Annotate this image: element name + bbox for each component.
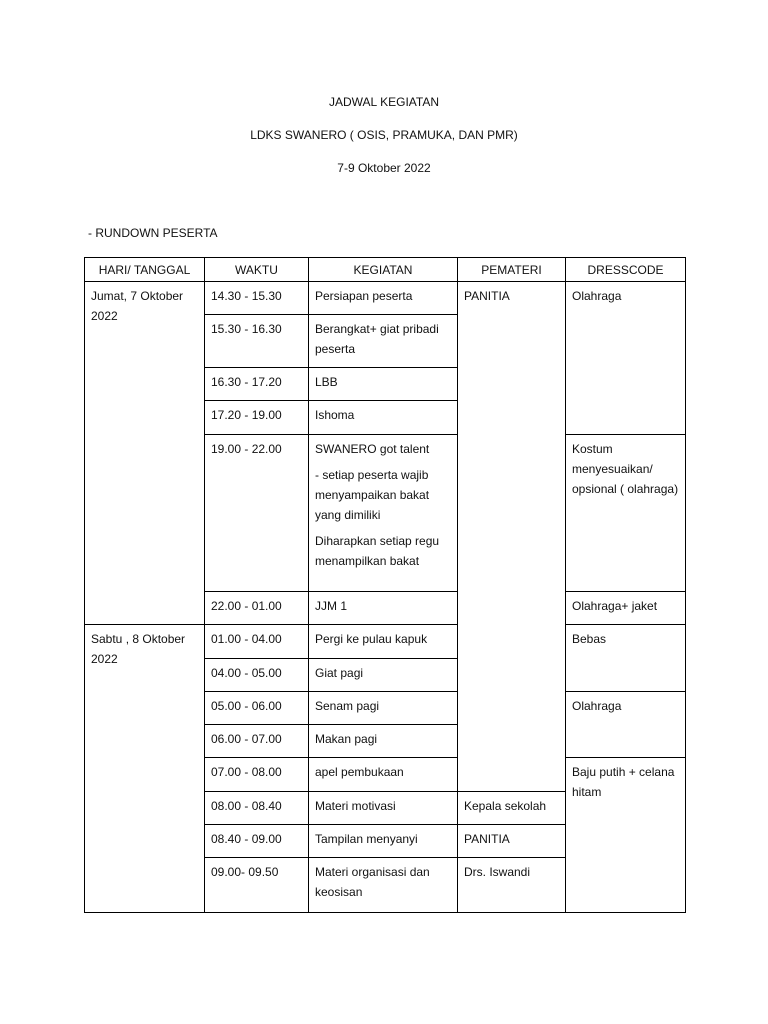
dresscode-cell: Olahraga (566, 282, 686, 435)
time-cell: 08.00 - 08.40 (205, 792, 309, 825)
speaker-cell: PANITIA (458, 825, 566, 858)
activity-cell: Pergi ke pulau kapuk (309, 625, 458, 659)
activity-cell: Makan pagi (309, 725, 458, 758)
activity-cell: Senam pagi (309, 692, 458, 725)
activity-cell (309, 435, 458, 592)
column-header-speaker: PEMATERI (458, 258, 566, 282)
time-cell: 16.30 - 17.20 (205, 368, 309, 401)
activity-cell: Materi motivasi (309, 792, 458, 825)
activity-cell: LBB (309, 368, 458, 401)
time-cell: 09.00- 09.50 (205, 858, 309, 913)
column-header-time: WAKTU (205, 258, 309, 282)
activity-detail: - setiap peserta wajib menyampaikan bakat yang dimiliki (315, 468, 430, 522)
speaker-cell: Kepala sekolah (458, 792, 566, 825)
time-cell: 14.30 - 15.30 (205, 282, 309, 315)
time-cell: 07.00 - 08.00 (205, 758, 309, 792)
document-title: JADWAL KEGIATAN (328, 95, 439, 109)
section-label: - RUNDOWN PESERTA (88, 226, 218, 240)
column-header-day: HARI/ TANGGAL (85, 258, 205, 282)
table-row (85, 625, 686, 659)
table-row (85, 282, 686, 315)
activity-cell: Ishoma (309, 401, 458, 435)
speaker-cell-panitia: PANITIA (458, 282, 566, 792)
activity-cell: Persiapan peserta (309, 282, 458, 315)
time-cell: 01.00 - 04.00 (205, 625, 309, 659)
day-cell-saturday: Sabtu , 8 Oktober 2022 (85, 625, 205, 913)
activity-title: SWANERO got talent (315, 442, 430, 456)
dresscode-cell: Olahraga+ jaket (566, 592, 686, 625)
dresscode-cell: Kostum menyesuaikan/ opsional ( olahraga) (566, 435, 686, 592)
table-header-row (85, 258, 686, 282)
activity-cell: Berangkat+ giat pribadi peserta (309, 315, 458, 368)
dresscode-cell: Olahraga (566, 692, 686, 758)
column-header-activity: KEGIATAN (309, 258, 458, 282)
activity-cell: Tampilan menyanyi (309, 825, 458, 858)
activity-detail: Diharapkan setiap regu menampilkan bakat (315, 534, 440, 568)
time-cell: 19.00 - 22.00 (205, 435, 309, 592)
column-header-dresscode: DRESSCODE (566, 258, 686, 282)
time-cell: 08.40 - 09.00 (205, 825, 309, 858)
dresscode-cell: Bebas (566, 625, 686, 692)
activity-cell: Materi organisasi dan keosisan (309, 858, 458, 913)
document-subtitle: LDKS SWANERO ( OSIS, PRAMUKA, DAN PMR) (250, 128, 518, 142)
time-cell: 17.20 - 19.00 (205, 401, 309, 435)
activity-cell: apel pembukaan (309, 758, 458, 792)
time-cell: 22.00 - 01.00 (205, 592, 309, 625)
activity-cell: JJM 1 (309, 592, 458, 625)
time-cell: 06.00 - 07.00 (205, 725, 309, 758)
time-cell: 04.00 - 05.00 (205, 659, 309, 692)
time-cell: 15.30 - 16.30 (205, 315, 309, 368)
speaker-cell: Drs. Iswandi (458, 858, 566, 913)
schedule-table (84, 257, 686, 913)
day-cell-friday: Jumat, 7 Oktober 2022 (85, 282, 205, 625)
dresscode-cell: Baju putih + celana hitam (566, 758, 686, 913)
time-cell: 05.00 - 06.00 (205, 692, 309, 725)
document-date: 7-9 Oktober 2022 (337, 161, 431, 175)
activity-cell: Giat pagi (309, 659, 458, 692)
